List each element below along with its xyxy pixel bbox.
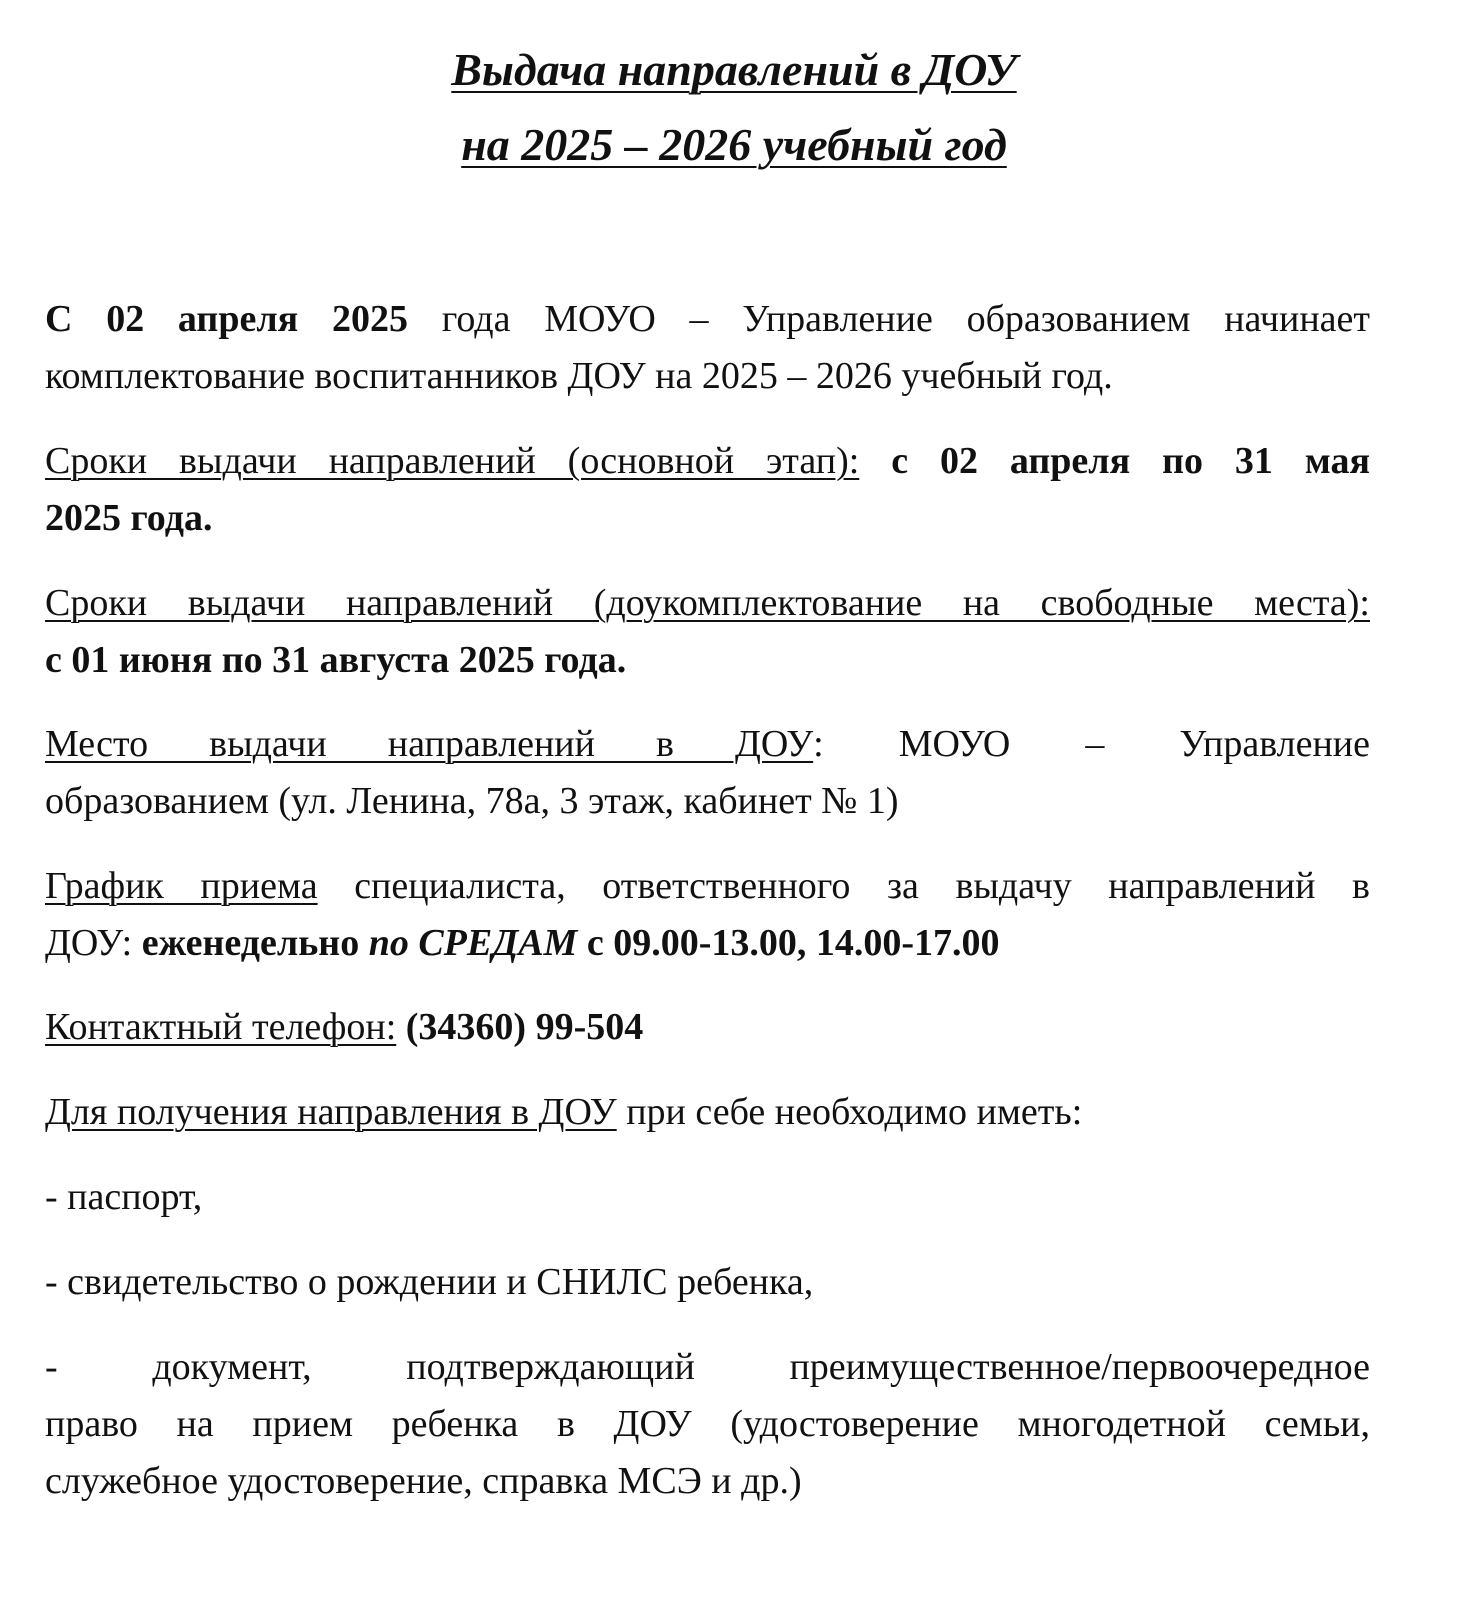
intro-line-1 [45,291,1370,348]
place-line-1-text: : МОУО – Управление [813,723,1371,765]
intro-paragraph [45,291,1370,405]
main-stage-paragraph [45,433,1370,547]
extra-stage-dates: с 01 июня по 31 августа 2025 года. [45,639,627,681]
requirements-heading [45,1084,1370,1141]
place-address: образованием (ул. Ленина, 78а, 3 этаж, кабинет № 1) [45,780,899,822]
contact-label: Контактный телефон: [45,1006,397,1048]
main-stage-year: 2025 года. [45,497,213,539]
schedule-label: График приема [45,865,318,907]
list-item-line-3: служебное удостоверение, справка МСЭ и др.) [45,1460,802,1502]
contact-phone: (34360) 99-504 [396,1006,644,1048]
requirements-line [45,1084,1370,1141]
schedule-line-1-text: специалиста, ответственного за выдачу направлений в [317,865,1370,907]
contact-paragraph [45,999,1370,1056]
schedule-hours: с 09.00-13.00, 14.00-17.00 [577,922,1000,964]
requirement-item-priority-document [45,1339,1370,1510]
main-stage-line-1 [45,433,1370,490]
intro-line-2: комплектование воспитанников ДОУ на 2025 – 2026 учебный год. [45,355,1113,397]
schedule-days: по СРЕДАМ [368,922,578,964]
main-stage-dates: с 02 апреля по 31 мая [859,440,1370,482]
requirement-item-birth-certificate [45,1254,1370,1311]
list-item: - свидетельство о рождении и СНИЛС ребенка, [45,1261,814,1303]
requirements-text: при себе необходимо иметь: [616,1091,1083,1133]
schedule-paragraph [45,858,1370,972]
extra-stage-paragraph [45,575,1370,689]
intro-line-1-text: года МОУО – Управление образованием начинает [407,298,1371,340]
requirement-item-passport [45,1169,1370,1226]
document-title-line-2: на 2025 – 2026 учебный год [461,119,1007,170]
extra-stage-label: Сроки выдачи направлений (доукомплектование на свободные места): [45,582,1370,624]
schedule-doy-prefix: ДОУ: [45,922,142,964]
contact-line [45,999,1370,1056]
requirements-label: Для получения направления в ДОУ [45,1091,617,1133]
schedule-weekly: еженедельно [141,922,369,964]
intro-start-date: С 02 апреля 2025 [45,298,408,340]
main-stage-label: Сроки выдачи направлений (основной этап): [45,440,860,482]
list-item-line-1: - документ, подтверждающий преимущественное/первоочередное [45,1346,1370,1388]
list-item: - паспорт, [45,1176,203,1218]
place-label: Место выдачи направлений в ДОУ [45,723,814,765]
place-paragraph [45,716,1370,830]
list-item-line-2: право на прием ребенка в ДОУ (удостоверение многодетной семьи, [45,1403,1370,1445]
place-line-1 [45,716,1370,773]
schedule-line-2 [45,915,1370,972]
schedule-line-1 [45,858,1370,915]
document-title-line-1: Выдача направлений в ДОУ [451,44,1017,95]
